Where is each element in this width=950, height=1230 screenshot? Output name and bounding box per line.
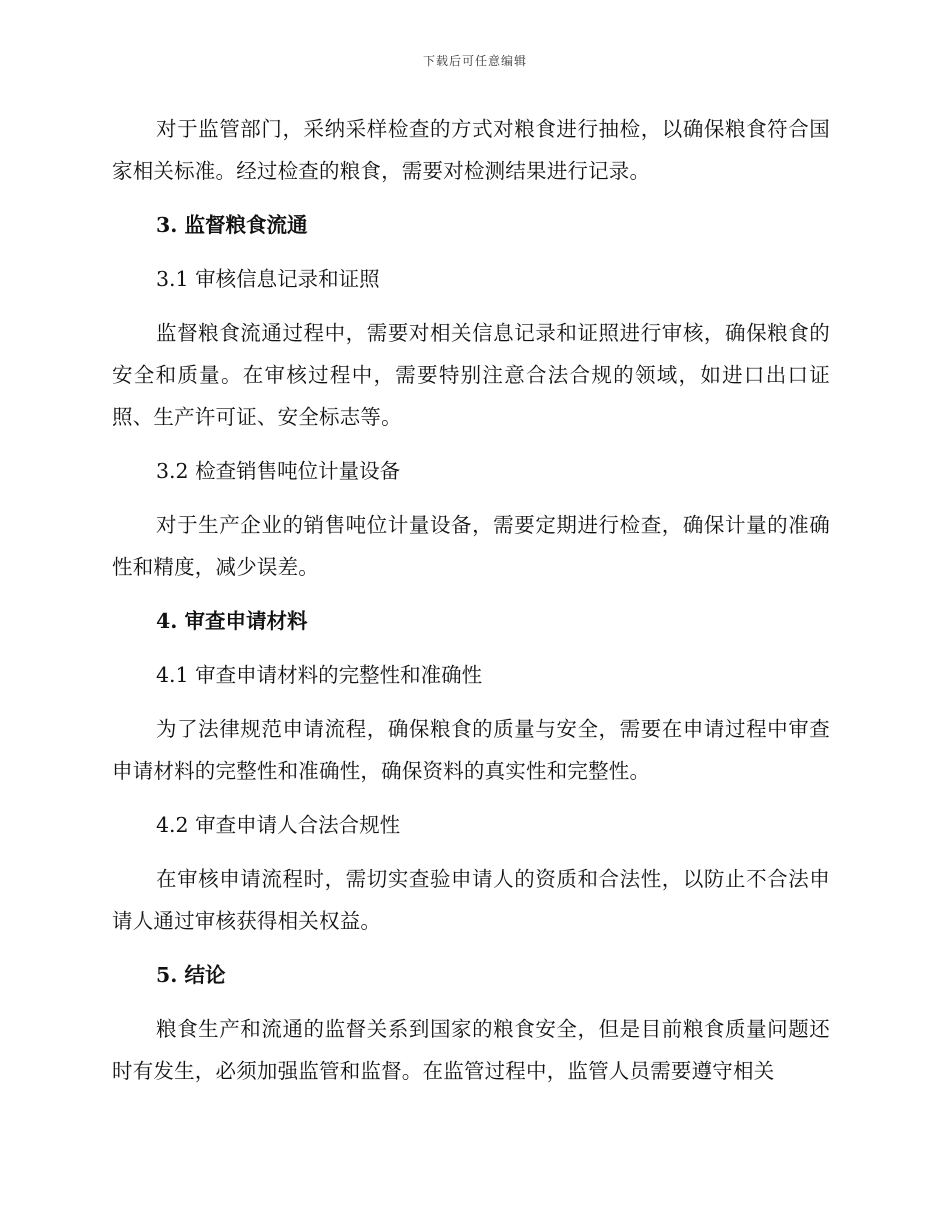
paragraph-sampling-inspection: 对于监管部门，采纳采样检查的方式对粮食进行抽检，以确保粮食符合国家相关标准。经过检查的粮食，需要对检测结果进行记录。 (112, 117, 830, 183)
paragraph-material-completeness: 为了法律规范申请流程，确保粮食的质量与安全，需要在申请过程中审查申请材料的完整性和准确性，确保资料的真实性和完整性。 (112, 717, 830, 783)
subsection-heading-3-2: 3.2 检查销售吨位计量设备 (156, 459, 401, 483)
section-heading-4: 4. 审查申请材料 (156, 609, 308, 633)
page-header-note: 下载后可任意编辑 (422, 54, 527, 68)
document-body (112, 108, 830, 1092)
paragraph-conclusion: 粮食生产和流通的监督关系到国家的粮食安全，但是目前粮食质量问题还时有发生，必须加强监管和监督。在监管过程中，监管人员需要遵守相关 (112, 1017, 830, 1083)
paragraph-applicant-legality: 在审核申请流程时，需切实查验申请人的资质和合法性，以防止不合法申请人通过审核获得相关权益。 (112, 867, 830, 933)
subsection-heading-3-1: 3.1 审核信息记录和证照 (156, 267, 380, 291)
section-heading-3: 3. 监督粮食流通 (156, 213, 308, 237)
subsection-heading-4-2: 4.2 审查申请人合法合规性 (156, 813, 401, 837)
subsection-heading-4-1: 4.1 审查申请材料的完整性和准确性 (156, 663, 483, 687)
paragraph-metering-equipment: 对于生产企业的销售吨位计量设备，需要定期进行检查，确保计量的准确性和精度，减少误差。 (112, 513, 830, 579)
paragraph-license-review: 监督粮食流通过程中，需要对相关信息记录和证照进行审核，确保粮食的安全和质量。在审核过程中，需要特别注意合法合规的领域，如进口出口证照、生产许可证、安全标志等。 (112, 321, 830, 429)
section-heading-5: 5. 结论 (156, 963, 226, 987)
